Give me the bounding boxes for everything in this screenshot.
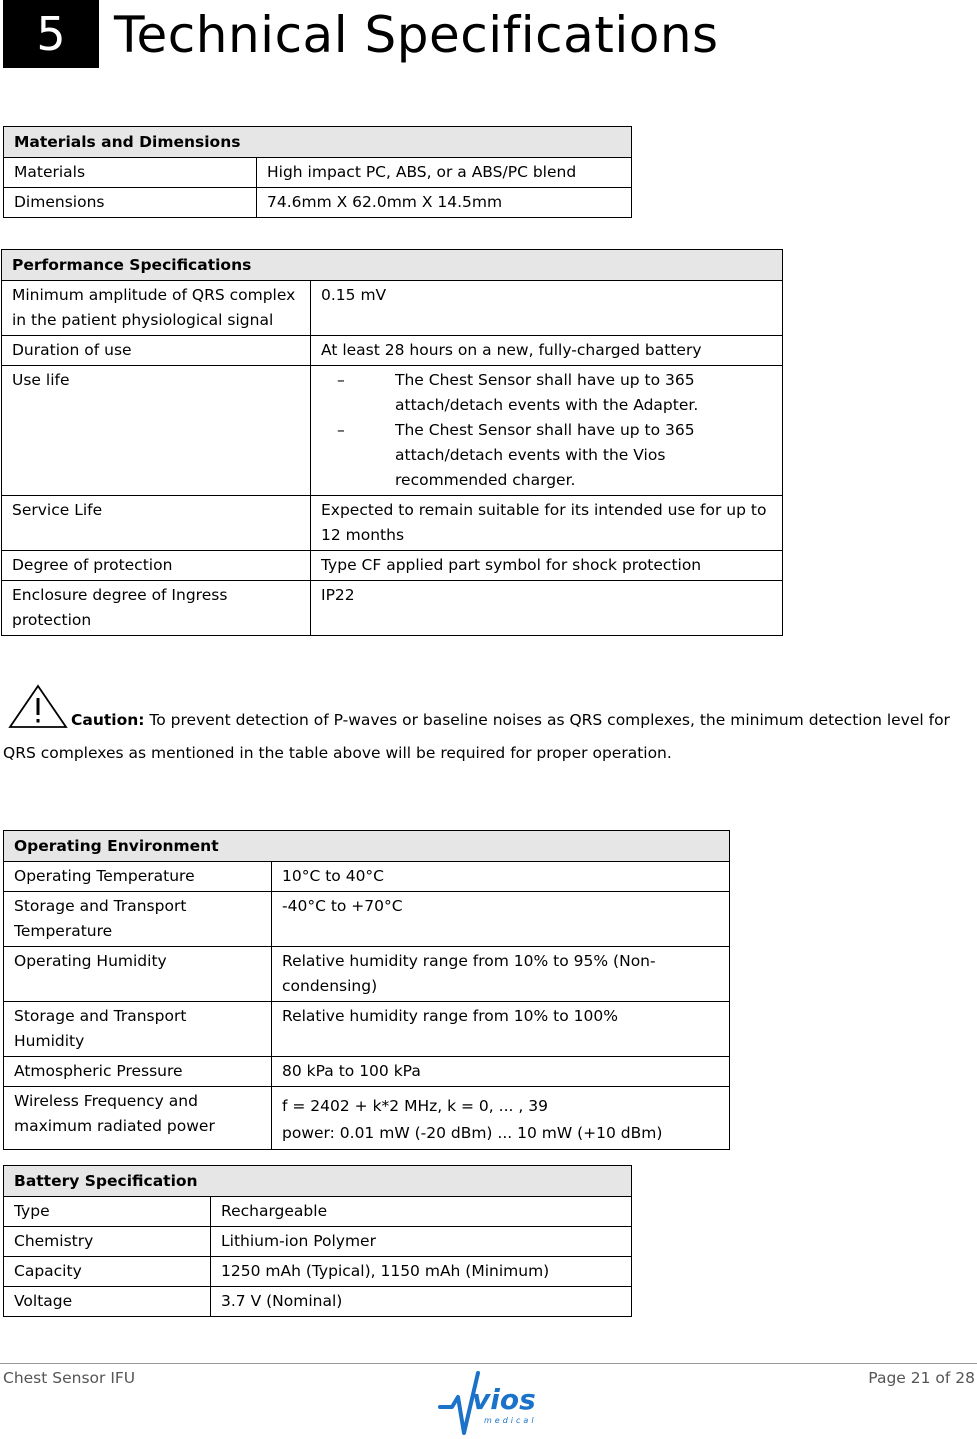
row-label: Minimum amplitude of QRS complex in the patient physiological signal [2,281,311,336]
row-value: 74.6mm X 62.0mm X 14.5mm [257,188,632,218]
footer-document-name: Chest Sensor IFU [3,1369,136,1387]
row-value: 3.7 V (Nominal) [211,1287,632,1317]
table-row [4,1002,730,1057]
performance-table [1,249,783,636]
row-label: Service Life [2,496,311,551]
row-label: Degree of protection [2,551,311,581]
table-row [2,281,783,336]
use-life-list [321,368,772,493]
vios-medical-logo [438,1371,538,1439]
table-row [4,947,730,1002]
wireless-frequency: f = 2402 + k*2 MHz, k = 0, ... , 39 [282,1097,548,1115]
table-row [2,366,783,496]
row-value [272,1087,730,1150]
row-label: Storage and Transport Temperature [4,892,272,947]
materials-table [3,126,632,218]
row-value: Lithium-ion Polymer [211,1227,632,1257]
row-label: Wireless Frequency and maximum radiated power [4,1087,272,1150]
table-row [2,551,783,581]
row-label: Voltage [4,1287,211,1317]
chapter-number: 5 [3,0,99,68]
caution-note [3,683,975,768]
svg-text:medical: medical [484,1416,537,1425]
caution-text: To prevent detection of P-waves or baseline noises as QRS complexes, the minimum detection level for QRS complexes as mentioned in the table above will be required for proper operation. [3,711,950,762]
table-row [4,1087,730,1150]
table-row [4,158,632,188]
row-label: Use life [2,366,311,496]
table-row [4,1287,632,1317]
row-value: Relative humidity range from 10% to 95% (Non-condensing) [272,947,730,1002]
row-value [311,366,783,496]
list-item: – The Chest Sensor shall have up to 365 attach/detach events with the Vios recommended charger. [321,418,772,493]
wireless-power: power: 0.01 mW (-20 dBm) ... 10 mW (+10 dBm) [282,1124,663,1142]
table-row [2,496,783,551]
row-value: -40°C to +70°C [272,892,730,947]
list-item: – The Chest Sensor shall have up to 365 attach/detach events with the Adapter. [321,368,772,418]
row-value: 80 kPa to 100 kPa [272,1057,730,1087]
battery-table [3,1165,632,1317]
table-row [4,1057,730,1087]
page-title: Technical Specifications [114,6,719,64]
row-value: 1250 mAh (Typical), 1150 mAh (Minimum) [211,1257,632,1287]
row-label: Capacity [4,1257,211,1287]
row-label: Materials [4,158,257,188]
table-row [4,862,730,892]
row-value: Rechargeable [211,1197,632,1227]
table-heading: Operating Environment [4,831,730,862]
row-label: Operating Humidity [4,947,272,1002]
row-value: High impact PC, ABS, or a ABS/PC blend [257,158,632,188]
row-value: Relative humidity range from 10% to 100% [272,1002,730,1057]
row-value: 10°C to 40°C [272,862,730,892]
footer-page-number: Page 21 of 28 [868,1369,975,1387]
row-value: IP22 [311,581,783,636]
row-label: Duration of use [2,336,311,366]
footer-divider [0,1363,977,1364]
row-label: Storage and Transport Humidity [4,1002,272,1057]
table-row [4,1227,632,1257]
row-label: Type [4,1197,211,1227]
svg-text:vios: vios [472,1383,536,1416]
row-label: Enclosure degree of Ingress protection [2,581,311,636]
row-value: Expected to remain suitable for its intended use for up to 12 months [311,496,783,551]
row-label: Dimensions [4,188,257,218]
row-value: At least 28 hours on a new, fully-charged battery [311,336,783,366]
caution-label: Caution: [71,711,145,729]
row-label: Atmospheric Pressure [4,1057,272,1087]
environment-table [3,830,730,1150]
table-heading: Materials and Dimensions [4,127,632,158]
row-value: 0.15 mV [311,281,783,336]
table-row [2,581,783,636]
table-row [4,1257,632,1287]
table-heading: Performance Specifications [2,250,783,281]
table-row [4,1197,632,1227]
table-heading: Battery Specification [4,1166,632,1197]
table-row [4,892,730,947]
row-label: Chemistry [4,1227,211,1257]
table-row [2,336,783,366]
warning-triangle-icon [7,683,69,739]
table-row [4,188,632,218]
row-label: Operating Temperature [4,862,272,892]
row-value: Type CF applied part symbol for shock protection [311,551,783,581]
